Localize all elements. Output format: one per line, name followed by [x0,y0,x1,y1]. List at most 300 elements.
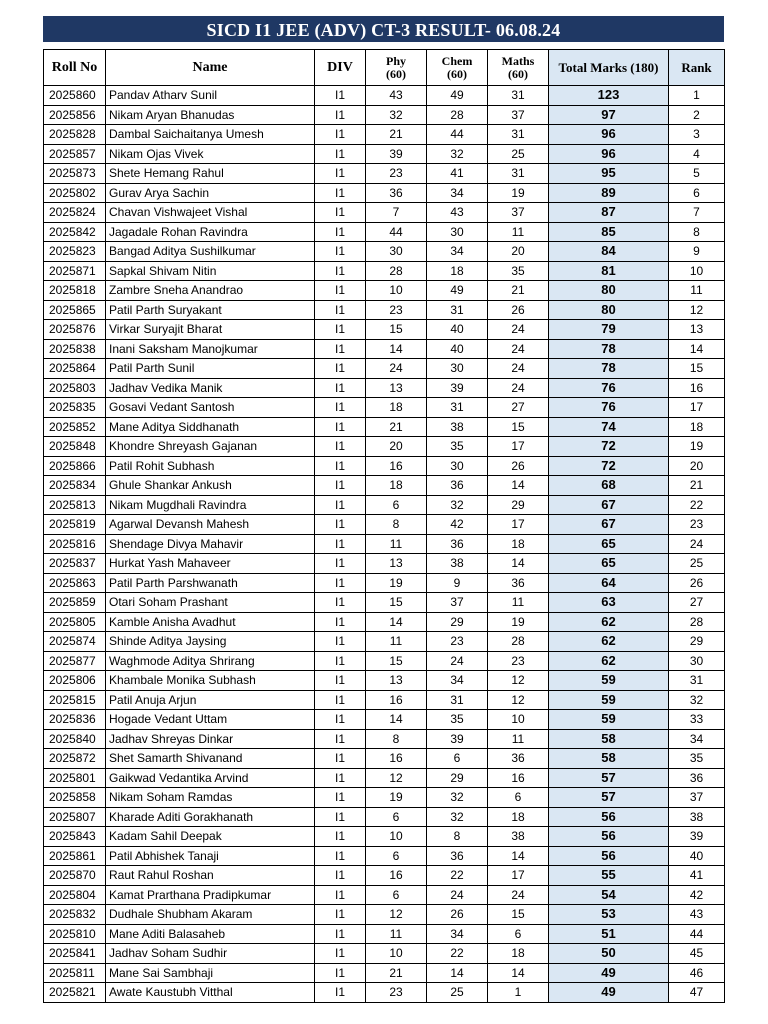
cell-chem: 36 [427,476,488,496]
table-row [44,866,725,886]
cell-div: I1 [315,671,366,691]
cell-rank: 12 [669,300,725,320]
cell-maths: 18 [488,534,549,554]
table-row [44,281,725,301]
cell-name: Patil Parth Parshwanath [106,573,315,593]
cell-rank: 17 [669,398,725,418]
cell-maths: 11 [488,593,549,613]
cell-name: Bangad Aditya Sushilkumar [106,242,315,262]
cell-rank: 14 [669,339,725,359]
cell-phy: 44 [366,222,427,242]
cell-roll-no: 2025801 [44,768,106,788]
cell-total-marks: 80 [549,281,669,301]
cell-total-marks: 78 [549,359,669,379]
table-row [44,144,725,164]
cell-total-marks: 53 [549,905,669,925]
cell-maths: 11 [488,729,549,749]
cell-phy: 6 [366,807,427,827]
cell-rank: 9 [669,242,725,262]
cell-name: Dambal Saichaitanya Umesh [106,125,315,145]
cell-maths: 27 [488,398,549,418]
cell-chem: 22 [427,866,488,886]
cell-roll-no: 2025841 [44,944,106,964]
cell-rank: 6 [669,183,725,203]
cell-phy: 18 [366,398,427,418]
cell-chem: 6 [427,749,488,769]
cell-maths: 31 [488,164,549,184]
table-row [44,261,725,281]
cell-total-marks: 59 [549,690,669,710]
cell-maths: 12 [488,690,549,710]
table-row [44,476,725,496]
cell-total-marks: 81 [549,261,669,281]
cell-div: I1 [315,593,366,613]
cell-total-marks: 55 [549,866,669,886]
cell-name: Jagadale Rohan Ravindra [106,222,315,242]
col-header-maths-max: (60) [508,66,528,81]
cell-rank: 37 [669,788,725,808]
table-row [44,885,725,905]
cell-total-marks: 67 [549,495,669,515]
table-row [44,729,725,749]
cell-chem: 34 [427,242,488,262]
table-row [44,573,725,593]
cell-maths: 18 [488,807,549,827]
cell-name: Hurkat Yash Mahaveer [106,554,315,574]
table-row [44,86,725,106]
cell-div: I1 [315,788,366,808]
cell-roll-no: 2025819 [44,515,106,535]
cell-phy: 7 [366,203,427,223]
cell-rank: 28 [669,612,725,632]
cell-phy: 15 [366,320,427,340]
cell-total-marks: 78 [549,339,669,359]
cell-roll-no: 2025870 [44,866,106,886]
cell-roll-no: 2025873 [44,164,106,184]
cell-rank: 3 [669,125,725,145]
cell-chem: 38 [427,417,488,437]
cell-name: Mane Aditya Siddhanath [106,417,315,437]
col-header-chem-max: (60) [447,66,467,81]
cell-name: Kamat Prarthana Pradipkumar [106,885,315,905]
cell-chem: 32 [427,495,488,515]
cell-div: I1 [315,359,366,379]
cell-name: Patil Rohit Subhash [106,456,315,476]
header-row [44,50,725,86]
cell-total-marks: 80 [549,300,669,320]
cell-maths: 38 [488,827,549,847]
cell-roll-no: 2025815 [44,690,106,710]
cell-roll-no: 2025810 [44,924,106,944]
table-row [44,632,725,652]
table-row [44,105,725,125]
cell-maths: 18 [488,944,549,964]
cell-chem: 8 [427,827,488,847]
cell-roll-no: 2025840 [44,729,106,749]
cell-chem: 35 [427,710,488,730]
cell-rank: 36 [669,768,725,788]
cell-roll-no: 2025805 [44,612,106,632]
cell-chem: 28 [427,105,488,125]
table-row [44,515,725,535]
cell-name: Patil Parth Sunil [106,359,315,379]
cell-phy: 11 [366,632,427,652]
cell-div: I1 [315,495,366,515]
cell-name: Pandav Atharv Sunil [106,86,315,106]
col-header-chem-label: Chem [441,53,473,68]
cell-phy: 13 [366,554,427,574]
table-row [44,827,725,847]
cell-maths: 37 [488,105,549,125]
cell-chem: 22 [427,944,488,964]
cell-name: Shinde Aditya Jaysing [106,632,315,652]
cell-roll-no: 2025802 [44,183,106,203]
cell-name: Jadhav Soham Sudhir [106,944,315,964]
cell-div: I1 [315,866,366,886]
cell-maths: 15 [488,905,549,925]
table-row [44,788,725,808]
col-header-name: Name [106,50,315,86]
cell-phy: 39 [366,144,427,164]
cell-div: I1 [315,164,366,184]
cell-roll-no: 2025860 [44,86,106,106]
cell-phy: 16 [366,749,427,769]
cell-chem: 24 [427,885,488,905]
cell-total-marks: 62 [549,632,669,652]
cell-maths: 24 [488,339,549,359]
cell-total-marks: 68 [549,476,669,496]
cell-phy: 10 [366,827,427,847]
cell-rank: 44 [669,924,725,944]
table-row [44,690,725,710]
cell-roll-no: 2025818 [44,281,106,301]
cell-roll-no: 2025877 [44,651,106,671]
cell-roll-no: 2025804 [44,885,106,905]
table-row [44,222,725,242]
table-row [44,437,725,457]
cell-div: I1 [315,768,366,788]
cell-phy: 11 [366,924,427,944]
cell-chem: 44 [427,125,488,145]
cell-name: Nikam Mugdhali Ravindra [106,495,315,515]
cell-chem: 49 [427,281,488,301]
cell-maths: 17 [488,437,549,457]
table-row [44,242,725,262]
cell-phy: 21 [366,963,427,983]
cell-phy: 6 [366,846,427,866]
cell-phy: 12 [366,768,427,788]
cell-chem: 31 [427,690,488,710]
cell-rank: 43 [669,905,725,925]
cell-chem: 49 [427,86,488,106]
cell-chem: 29 [427,768,488,788]
cell-roll-no: 2025848 [44,437,106,457]
cell-roll-no: 2025861 [44,846,106,866]
cell-maths: 14 [488,476,549,496]
cell-total-marks: 96 [549,144,669,164]
cell-chem: 41 [427,164,488,184]
cell-rank: 39 [669,827,725,847]
cell-roll-no: 2025843 [44,827,106,847]
cell-chem: 34 [427,924,488,944]
cell-rank: 21 [669,476,725,496]
cell-phy: 30 [366,242,427,262]
cell-rank: 8 [669,222,725,242]
cell-rank: 11 [669,281,725,301]
cell-div: I1 [315,710,366,730]
cell-maths: 24 [488,359,549,379]
col-header-phy [366,50,427,86]
cell-name: Awate Kaustubh Vitthal [106,983,315,1003]
cell-maths: 26 [488,456,549,476]
cell-name: Gaikwad Vedantika Arvind [106,768,315,788]
cell-roll-no: 2025803 [44,378,106,398]
cell-rank: 30 [669,651,725,671]
cell-phy: 20 [366,437,427,457]
cell-div: I1 [315,924,366,944]
cell-rank: 7 [669,203,725,223]
table-row [44,944,725,964]
col-header-maths [488,50,549,86]
cell-total-marks: 85 [549,222,669,242]
cell-div: I1 [315,300,366,320]
cell-roll-no: 2025852 [44,417,106,437]
cell-maths: 36 [488,749,549,769]
cell-rank: 47 [669,983,725,1003]
cell-chem: 40 [427,339,488,359]
table-row [44,710,725,730]
cell-phy: 15 [366,651,427,671]
cell-total-marks: 96 [549,125,669,145]
cell-roll-no: 2025863 [44,573,106,593]
cell-name: Raut Rahul Roshan [106,866,315,886]
cell-rank: 34 [669,729,725,749]
cell-div: I1 [315,320,366,340]
cell-div: I1 [315,144,366,164]
cell-roll-no: 2025865 [44,300,106,320]
cell-maths: 35 [488,261,549,281]
cell-phy: 8 [366,729,427,749]
cell-div: I1 [315,378,366,398]
cell-rank: 35 [669,749,725,769]
cell-total-marks: 67 [549,515,669,535]
cell-div: I1 [315,105,366,125]
table-row [44,359,725,379]
results-body [44,86,725,1003]
cell-roll-no: 2025842 [44,222,106,242]
cell-maths: 28 [488,632,549,652]
cell-chem: 32 [427,788,488,808]
cell-total-marks: 49 [549,983,669,1003]
cell-phy: 43 [366,86,427,106]
cell-name: Kharade Aditi Gorakhanath [106,807,315,827]
cell-roll-no: 2025838 [44,339,106,359]
cell-chem: 31 [427,398,488,418]
table-row [44,495,725,515]
cell-div: I1 [315,632,366,652]
table-row [44,456,725,476]
cell-name: Kadam Sahil Deepak [106,827,315,847]
cell-name: Shet Samarth Shivanand [106,749,315,769]
table-row [44,320,725,340]
cell-maths: 17 [488,515,549,535]
cell-chem: 32 [427,807,488,827]
table-row [44,905,725,925]
cell-phy: 10 [366,944,427,964]
cell-div: I1 [315,261,366,281]
cell-phy: 23 [366,983,427,1003]
col-header-total: Total Marks (180) [549,50,669,86]
cell-maths: 24 [488,378,549,398]
cell-total-marks: 51 [549,924,669,944]
cell-chem: 26 [427,905,488,925]
cell-rank: 46 [669,963,725,983]
cell-name: Nikam Aryan Bhanudas [106,105,315,125]
cell-name: Waghmode Aditya Shrirang [106,651,315,671]
table-row [44,963,725,983]
cell-name: Sapkal Shivam Nitin [106,261,315,281]
cell-total-marks: 58 [549,729,669,749]
cell-total-marks: 72 [549,456,669,476]
table-row [44,846,725,866]
cell-rank: 2 [669,105,725,125]
cell-div: I1 [315,963,366,983]
cell-roll-no: 2025806 [44,671,106,691]
cell-div: I1 [315,846,366,866]
cell-rank: 27 [669,593,725,613]
cell-name: Jadhav Shreyas Dinkar [106,729,315,749]
cell-rank: 15 [669,359,725,379]
cell-name: Chavan Vishwajeet Vishal [106,203,315,223]
table-row [44,183,725,203]
cell-roll-no: 2025836 [44,710,106,730]
cell-chem: 36 [427,534,488,554]
cell-phy: 13 [366,671,427,691]
table-row [44,125,725,145]
result-sheet [43,16,724,1003]
cell-name: Zambre Sneha Anandrao [106,281,315,301]
cell-roll-no: 2025821 [44,983,106,1003]
cell-total-marks: 56 [549,827,669,847]
cell-phy: 10 [366,281,427,301]
cell-maths: 17 [488,866,549,886]
cell-maths: 20 [488,242,549,262]
cell-div: I1 [315,242,366,262]
cell-chem: 30 [427,456,488,476]
cell-div: I1 [315,885,366,905]
cell-total-marks: 84 [549,242,669,262]
cell-total-marks: 58 [549,749,669,769]
cell-phy: 6 [366,885,427,905]
cell-div: I1 [315,944,366,964]
cell-rank: 42 [669,885,725,905]
cell-maths: 26 [488,300,549,320]
cell-div: I1 [315,612,366,632]
table-row [44,749,725,769]
cell-chem: 9 [427,573,488,593]
cell-total-marks: 97 [549,105,669,125]
cell-total-marks: 56 [549,807,669,827]
cell-maths: 10 [488,710,549,730]
table-row [44,398,725,418]
cell-div: I1 [315,203,366,223]
cell-name: Kamble Anisha Avadhut [106,612,315,632]
cell-phy: 14 [366,339,427,359]
cell-name: Dudhale Shubham Akaram [106,905,315,925]
cell-name: Virkar Suryajit Bharat [106,320,315,340]
table-row [44,378,725,398]
cell-rank: 40 [669,846,725,866]
table-row [44,651,725,671]
cell-phy: 28 [366,261,427,281]
cell-roll-no: 2025871 [44,261,106,281]
cell-roll-no: 2025834 [44,476,106,496]
cell-total-marks: 95 [549,164,669,184]
cell-roll-no: 2025807 [44,807,106,827]
cell-chem: 42 [427,515,488,535]
cell-rank: 20 [669,456,725,476]
table-row [44,339,725,359]
cell-maths: 21 [488,281,549,301]
cell-total-marks: 76 [549,378,669,398]
col-header-phy-max: (60) [386,66,406,81]
cell-phy: 23 [366,300,427,320]
cell-phy: 21 [366,417,427,437]
cell-total-marks: 59 [549,710,669,730]
table-row [44,807,725,827]
cell-rank: 19 [669,437,725,457]
cell-total-marks: 54 [549,885,669,905]
cell-phy: 13 [366,378,427,398]
cell-chem: 34 [427,671,488,691]
cell-name: Patil Anuja Arjun [106,690,315,710]
cell-rank: 26 [669,573,725,593]
cell-roll-no: 2025828 [44,125,106,145]
cell-total-marks: 57 [549,788,669,808]
col-header-phy-label: Phy [385,53,406,68]
cell-roll-no: 2025837 [44,554,106,574]
cell-phy: 6 [366,495,427,515]
cell-chem: 23 [427,632,488,652]
results-table [43,49,725,1003]
cell-div: I1 [315,749,366,769]
cell-roll-no: 2025813 [44,495,106,515]
cell-rank: 13 [669,320,725,340]
cell-maths: 16 [488,768,549,788]
cell-name: Shete Hemang Rahul [106,164,315,184]
cell-total-marks: 59 [549,671,669,691]
cell-maths: 31 [488,86,549,106]
cell-chem: 30 [427,222,488,242]
cell-div: I1 [315,729,366,749]
cell-chem: 34 [427,183,488,203]
cell-roll-no: 2025864 [44,359,106,379]
cell-maths: 25 [488,144,549,164]
cell-rank: 18 [669,417,725,437]
cell-rank: 23 [669,515,725,535]
cell-rank: 4 [669,144,725,164]
cell-phy: 24 [366,359,427,379]
col-header-div: DIV [315,50,366,86]
cell-name: Inani Saksham Manojkumar [106,339,315,359]
cell-roll-no: 2025832 [44,905,106,925]
cell-maths: 37 [488,203,549,223]
cell-div: I1 [315,983,366,1003]
cell-maths: 6 [488,788,549,808]
cell-rank: 16 [669,378,725,398]
cell-name: Mane Aditi Balasaheb [106,924,315,944]
cell-maths: 23 [488,651,549,671]
